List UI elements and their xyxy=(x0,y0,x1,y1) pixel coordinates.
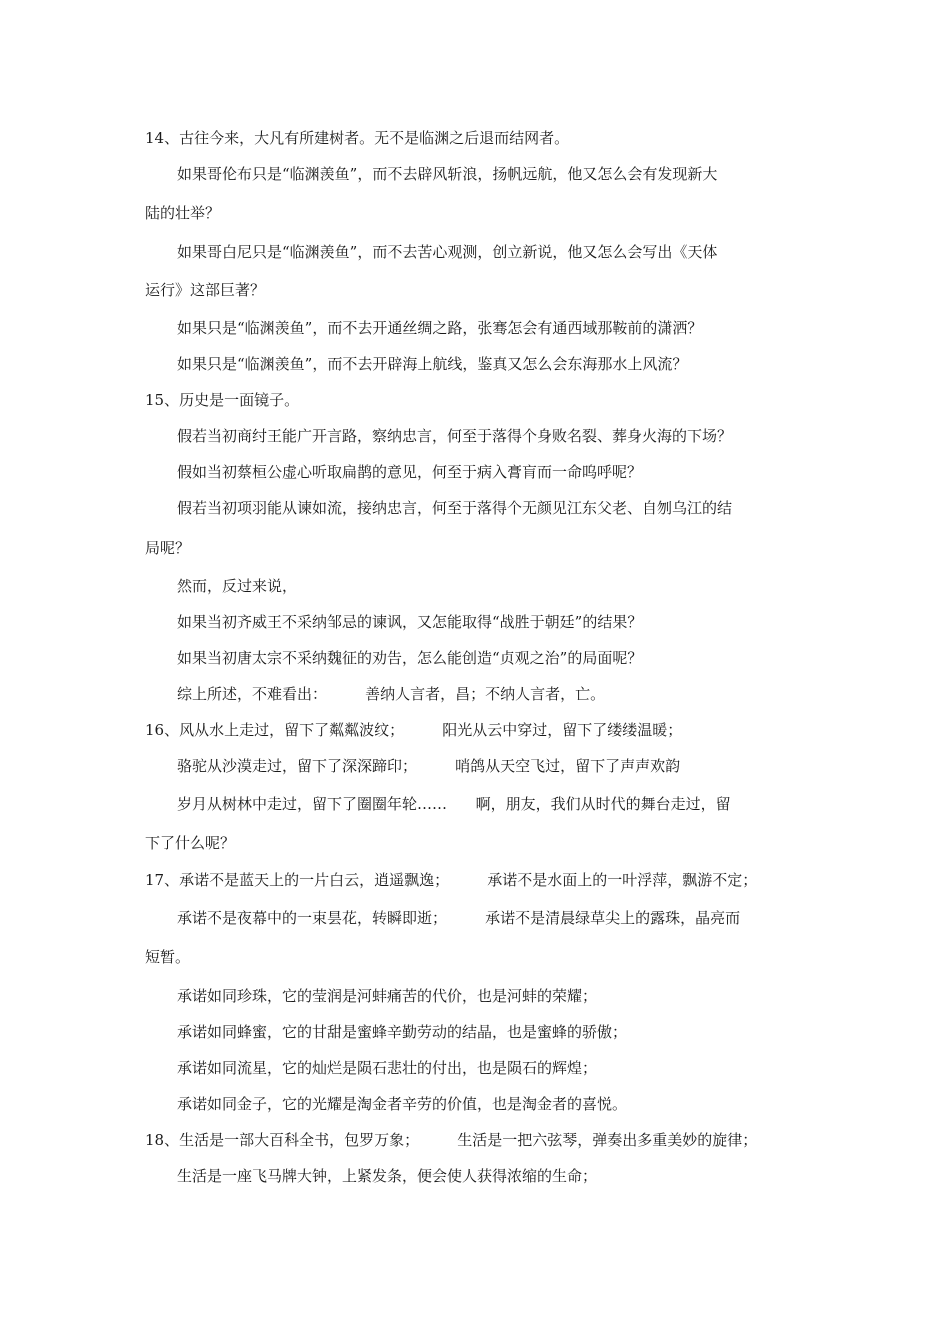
item-16-heading: 16、风从水上走过，留下了粼粼波纹； 阳光从云中穿过，留下了缕缕温暖； xyxy=(145,721,683,739)
paragraph-line: 局呢？ xyxy=(145,539,191,557)
paragraph-line: 岁月从树林中走过，留下了圈圈年轮…… 啊，朋友，我们从时代的舞台走过，留 xyxy=(177,795,731,813)
paragraph-line: 承诺如同金子，它的光耀是淘金者辛劳的价值，也是淘金者的喜悦。 xyxy=(177,1095,628,1113)
paragraph-line: 承诺如同蜂蜜，它的甘甜是蜜蜂辛勤劳动的结晶，也是蜜蜂的骄傲； xyxy=(177,1023,628,1041)
item-18-heading: 18、生活是一部大百科全书，包罗万象； 生活是一把六弦琴，弹奏出多重美妙的旋律； xyxy=(145,1131,758,1149)
paragraph-line: 假若当初项羽能从谏如流，接纳忠言，何至于落得个无颜见江东父老、自刎乌江的结 xyxy=(177,499,733,517)
paragraph-line: 短暂。 xyxy=(145,948,191,966)
paragraph-line: 如果当初唐太宗不采纳魏征的劝告，怎么能创造“贞观之治”的局面呢？ xyxy=(177,649,643,667)
paragraph-line: 如果哥白尼只是“临渊羡鱼”，而不去苦心观测，创立新说，他又怎么会写出《天体 xyxy=(177,243,718,261)
paragraph-line: 承诺不是夜幕中的一束昙花，转瞬即逝； 承诺不是清晨绿草尖上的露珠，晶亮而 xyxy=(177,909,741,927)
paragraph-line: 综上所述，不难看出： 善纳人言者，昌；不纳人言者，亡。 xyxy=(177,685,606,703)
paragraph-line: 如果只是“临渊羡鱼”，而不去开辟海上航线，鉴真又怎么会东海那水上风流？ xyxy=(177,355,688,373)
paragraph-line: 如果只是“临渊羡鱼”，而不去开通丝绸之路，张骞怎会有通西域那鞍前的潇洒？ xyxy=(177,319,703,337)
item-15-heading: 15、历史是一面镜子。 xyxy=(145,391,300,409)
paragraph-line: 下了什么呢？ xyxy=(145,834,236,852)
paragraph-line: 假若当初商纣王能广开言路，察纳忠言，何至于落得个身败名裂、葬身火海的下场？ xyxy=(177,427,733,445)
item-17-heading: 17、承诺不是蓝天上的一片白云，逍遥飘逸； 承诺不是水面上的一叶浮萍，飘游不定； xyxy=(145,871,758,889)
paragraph-line: 运行》这部巨著？ xyxy=(145,281,266,299)
paragraph-line: 如果当初齐威王不采纳邹忌的谏讽，又怎能取得“战胜于朝廷”的结果？ xyxy=(177,613,643,631)
paragraph-line: 假如当初蔡桓公虚心听取扁鹊的意见，何至于病入膏肓而一命呜呼呢？ xyxy=(177,463,643,481)
paragraph-line: 如果哥伦布只是“临渊羡鱼”，而不去辟风斩浪，扬帆远航，他又怎么会有发现新大 xyxy=(177,165,718,183)
paragraph-line: 生活是一座飞马牌大钟，上紧发条，便会使人获得浓缩的生命； xyxy=(177,1167,598,1185)
item-14-heading: 14、古往今来，大凡有所建树者。无不是临渊之后退而结网者。 xyxy=(145,129,570,147)
paragraph-line: 陆的壮举？ xyxy=(145,204,221,222)
paragraph-line: 然而，反过来说， xyxy=(177,577,298,595)
paragraph-line: 承诺如同珍珠，它的莹润是河蚌痛苦的代价，也是河蚌的荣耀； xyxy=(177,987,598,1005)
paragraph-line: 骆驼从沙漠走过，留下了深深蹄印； 哨鸽从天空飞过，留下了声声欢韵 xyxy=(177,757,681,775)
paragraph-line: 承诺如同流星，它的灿烂是陨石悲壮的付出，也是陨石的辉煌； xyxy=(177,1059,598,1077)
